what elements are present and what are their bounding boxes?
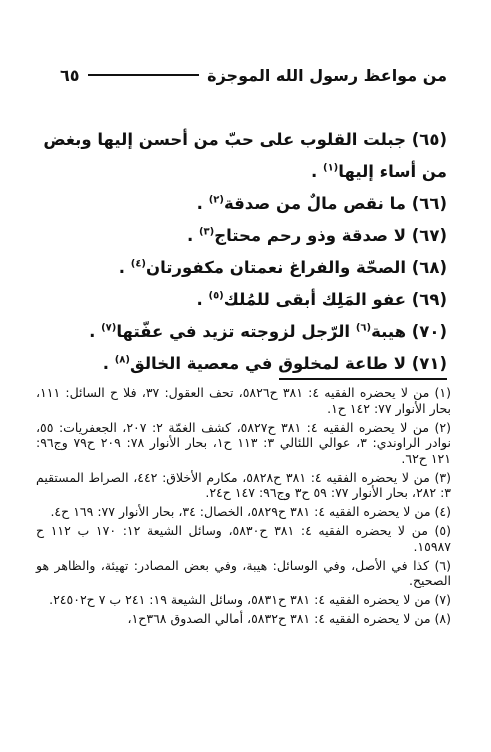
- footnote-ref-4: (٤): [130, 258, 146, 270]
- footnote-3: (٣) من لا يحضره الفقيه ٤: ٣٨١ ح٥٨٢٨، مكارم الأخلاق: ٤٤٢، الصراط المستقيم ٣: ٢٨٢، بحار الأنوار ٧٧: ٥٩ ح٣ وج٩٦: ١٤٧ ح٢٤.: [36, 469, 451, 500]
- header-rule: [88, 74, 200, 76]
- footnotes-section: [36, 385, 451, 630]
- running-header: [60, 60, 447, 90]
- footnote-8: (٨) من لا يحضره الفقيه ٤: ٣٨١ ح٥٨٣٢، أمالي الصدوق ٣٦٨ح١،: [127, 611, 451, 626]
- page-number: ٦٥: [60, 65, 80, 85]
- hadith-70: (٧٠) هيبة$^{(٦)}$ الرّجل لزوجته تزيد في عفّتها$^{(٧)}$ .: [89, 322, 447, 341]
- footnote-2: (٢) من لا يحضره الفقيه ٤: ٣٨١ ح٥٨٢٧، كشف الغمّة ٢: ٢٠٧، الجعفريات: ٥٥، نوادر الراوندي: ٣، عوالي اللئالي ٣: ١١٣ ح١، بحار الأنوار ٧٨: ٢٠٩ ح٧٩ وج٩٦: ١٢١ ح٦٢.: [36, 419, 451, 466]
- footnote-6: (٦) كذا في الأصل، وفي الوسائل: هيبة، وفي بعض المصادر: تهيئة، والظاهر هو الصحيح.: [36, 557, 451, 588]
- footnote-separator: [279, 378, 447, 380]
- hadith-66: (٦٦) ما نقص مالٌ من صدقة$^{(٢)}$ .: [196, 194, 447, 213]
- footnote-ref-6: (٦): [355, 322, 372, 334]
- footnote-7: (٧) من لا يحضره الفقيه ٤: ٣٨١ ح٥٨٣١، وسائل الشيعة ١٩: ٢٤١ ب ٧ ح٢٤٥٠٢.: [49, 592, 451, 607]
- hadith-67: (٦٧) لا صدقة وذو رحم محتاج$^{(٣)}$ .: [186, 226, 447, 245]
- footnote-ref-3: (٣): [198, 226, 215, 238]
- footnote-ref-8: (٨): [114, 354, 130, 366]
- footnote-ref-5: (٥): [208, 290, 224, 302]
- book-title: من مواعظ رسول الله الموجزة: [207, 65, 447, 85]
- footnote-1: (١) من لا يحضره الفقيه ٤: ٣٨١ ح٥٨٢٦، تحف العقول: ٣٧، فلا ح السائل: ١١١، بحار الأنوار ٧٧: ١٤٢ ح١.: [36, 385, 451, 416]
- footnote-4: (٤) من لا يحضره الفقيه ٤: ٣٨١ ح٥٨٢٩، الخصال: ٣٤، بحار الأنوار ٧٧: ١٦٩ ح٤.: [50, 504, 451, 519]
- footnote-5: (٥) من لا يحضره الفقيه ٤: ٣٨١ ح٥٨٣٠، وسائل الشيعة ١٢: ١٧٠ ب ١١٢ ح ١٥٩٨٧.: [36, 523, 452, 554]
- hadith-69: (٦٩) عفو المَلِك أبقى للمُلك$^{(٥)}$ .: [196, 290, 447, 309]
- footnote-ref-2: (٢): [208, 194, 224, 206]
- footnote-ref-7: (٧): [101, 322, 117, 334]
- hadith-71: (٧١) لا طاعة لمخلوق في معصية الخالق$^{(٨)}$ .: [102, 354, 447, 373]
- hadith-65: (٦٥) جبلت القلوب على حبّ من أحسن إليها وبغض من أساء إليها$^{(١)}$ .: [43, 130, 447, 181]
- footnote-ref-1: (١): [322, 162, 339, 174]
- hadith-68: (٦٨) الصحّة والفراغ نعمتان مكفورتان$^{(٤)}$ .: [118, 258, 447, 277]
- hadith-list: [36, 124, 447, 380]
